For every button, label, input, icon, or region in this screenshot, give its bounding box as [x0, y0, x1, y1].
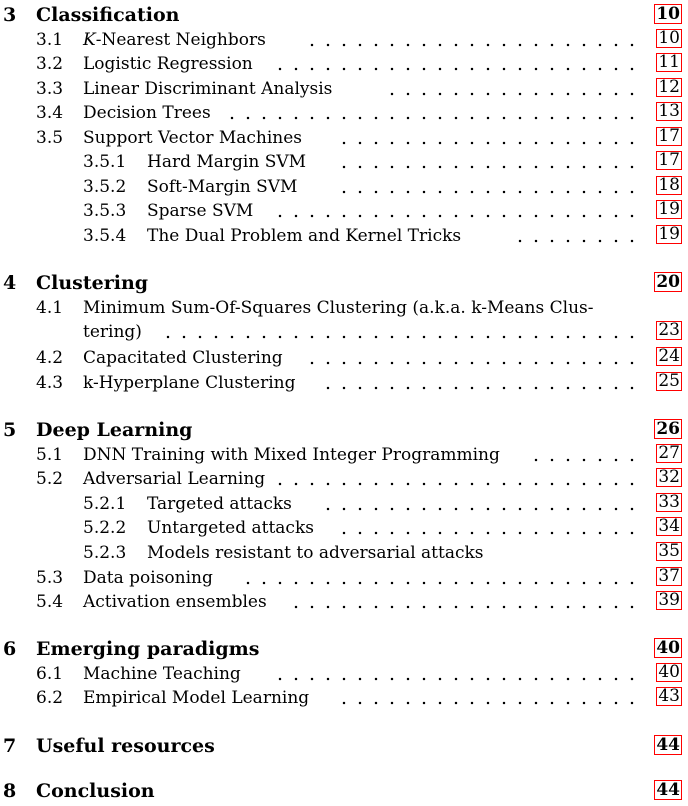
section-number: 6.1: [36, 664, 64, 684]
subsection-title[interactable]: Targeted attacks: [147, 494, 292, 514]
page-link[interactable]: 44: [656, 780, 680, 800]
page-link[interactable]: 40: [656, 638, 680, 658]
leader-dots: [156, 320, 640, 344]
page-link[interactable]: 12: [658, 77, 680, 97]
section-title[interactable]: Linear Discriminant Analysis: [83, 79, 333, 99]
section-number: 3.3: [36, 79, 64, 99]
page-link[interactable]: 24: [658, 346, 680, 366]
subsection-title[interactable]: Sparse SVM: [147, 201, 254, 221]
toc-section[interactable]: [0, 77, 688, 101]
leader-dots: [268, 662, 640, 686]
section-number: 4.3: [36, 373, 64, 393]
toc-chapter[interactable]: [0, 271, 688, 295]
page-link[interactable]: 17: [658, 150, 680, 170]
section-number: 5.3: [36, 568, 64, 588]
page-link[interactable]: 40: [658, 662, 680, 682]
toc-section[interactable]: [0, 590, 688, 614]
leader-dots: [316, 492, 640, 516]
page-link[interactable]: 10: [656, 4, 680, 24]
leader-dots: [384, 77, 640, 101]
page-link[interactable]: 23: [658, 320, 680, 340]
toc-subsection[interactable]: [0, 516, 688, 540]
toc-chapter[interactable]: [0, 734, 688, 758]
page-link[interactable]: 32: [658, 467, 680, 487]
chapter-number: 3: [3, 4, 17, 26]
section-title[interactable]: Empirical Model Learning: [83, 688, 310, 708]
section-number: 3.1: [36, 30, 64, 50]
toc-chapter[interactable]: [0, 418, 688, 442]
toc-chapter[interactable]: [0, 779, 688, 803]
toc-subsection[interactable]: [0, 175, 688, 199]
section-number: 4.2: [36, 348, 64, 368]
toc-section[interactable]: [0, 566, 688, 590]
leader-dots: [336, 175, 640, 199]
section-title[interactable]: Machine Teaching: [83, 664, 241, 684]
section-number: 3.2: [36, 54, 64, 74]
leader-dots: [220, 101, 640, 125]
section-title[interactable]: Logistic Regression: [83, 54, 253, 74]
leader-dots: [268, 52, 640, 76]
toc-section[interactable]: [0, 686, 688, 710]
page-link[interactable]: 27: [658, 443, 680, 463]
toc-subsection[interactable]: [0, 541, 688, 565]
section-number: 5.2: [36, 469, 64, 489]
subsection-number: 5.2.2: [83, 518, 127, 538]
leader-dots: [300, 346, 640, 370]
page-link[interactable]: 19: [658, 199, 680, 219]
page-link[interactable]: 43: [658, 686, 680, 706]
page-link[interactable]: 10: [658, 28, 680, 48]
section-number: 4.1: [36, 298, 64, 318]
toc-chapter[interactable]: [0, 637, 688, 661]
leader-dots: [336, 516, 640, 540]
section-number: 3.4: [36, 103, 64, 123]
leader-dots: [512, 224, 640, 248]
toc-section[interactable]: [0, 346, 688, 370]
page-link[interactable]: 19: [658, 224, 680, 244]
subsection-number: 3.5.3: [83, 201, 127, 221]
leader-dots: [268, 199, 640, 223]
section-title-continuation[interactable]: tering): [83, 322, 142, 342]
leader-dots: [268, 467, 640, 491]
leader-dots: [336, 126, 640, 150]
subsection-title[interactable]: The Dual Problem and Kernel Tricks: [147, 226, 462, 246]
subsection-title[interactable]: Models resistant to adversarial attacks: [147, 543, 484, 563]
subsection-title[interactable]: Untargeted attacks: [147, 518, 314, 538]
page-link[interactable]: 33: [658, 492, 680, 512]
subsection-number: 3.5.4: [83, 226, 127, 246]
section-title[interactable]: Capacitated Clustering: [83, 348, 283, 368]
subsection-number: 5.2.3: [83, 543, 127, 563]
page-link[interactable]: 20: [656, 272, 680, 292]
leader-dots: [236, 566, 640, 590]
toc-chapter[interactable]: [0, 3, 688, 27]
chapter-number: 6: [3, 638, 17, 660]
section-title[interactable]: k-Hyperplane Clustering: [83, 373, 296, 393]
subsection-number: 3.5.1: [83, 152, 127, 172]
toc-section[interactable]: [0, 371, 688, 395]
section-title[interactable]: Minimum Sum-Of-Squares Clustering (a.k.a. k-Means Clus-: [83, 298, 594, 318]
chapter-number: 5: [3, 419, 17, 441]
page-link[interactable]: 44: [656, 735, 680, 755]
page-link[interactable]: 34: [658, 516, 680, 536]
page-link[interactable]: 39: [658, 590, 680, 610]
subsection-title[interactable]: Hard Margin SVM: [147, 152, 307, 172]
subsection-title[interactable]: Soft-Margin SVM: [147, 177, 298, 197]
page-link[interactable]: 26: [656, 419, 680, 439]
toc-section[interactable]: [0, 296, 688, 344]
page-link[interactable]: 37: [658, 566, 680, 586]
toc-section[interactable]: [0, 662, 688, 686]
leader-dots: [528, 443, 640, 467]
chapter-title[interactable]: Clustering: [36, 272, 149, 294]
page-link[interactable]: 17: [658, 126, 680, 146]
toc-subsection[interactable]: [0, 492, 688, 516]
section-title[interactable]: [83, 28, 266, 52]
section-title[interactable]: Activation ensembles: [83, 592, 267, 612]
section-number: 5.1: [36, 445, 64, 465]
section-number: 6.2: [36, 688, 64, 708]
page-link[interactable]: 18: [658, 175, 680, 195]
section-title[interactable]: Support Vector Machines: [83, 128, 303, 148]
page-link[interactable]: 11: [658, 52, 680, 72]
page-link[interactable]: 35: [658, 541, 680, 561]
leader-dots: [284, 590, 640, 614]
toc-section[interactable]: [0, 52, 688, 76]
section-number: 5.4: [36, 592, 64, 612]
chapter-number: 7: [3, 735, 17, 757]
leader-dots: [316, 371, 640, 395]
page-link[interactable]: 13: [658, 101, 680, 121]
chapter-title[interactable]: Emerging paradigms: [36, 638, 260, 660]
chapter-title[interactable]: Useful resources: [36, 735, 215, 757]
leader-dots: [336, 150, 640, 174]
toc-section[interactable]: [0, 28, 688, 52]
chapter-number: 4: [3, 272, 17, 294]
subsection-number: 5.2.1: [83, 494, 127, 514]
section-title[interactable]: Data poisoning: [83, 568, 213, 588]
section-title[interactable]: Decision Trees: [83, 103, 211, 123]
toc-section[interactable]: [0, 126, 688, 150]
toc-section[interactable]: [0, 443, 688, 467]
chapter-title[interactable]: Classification: [36, 4, 180, 26]
section-number: 3.5: [36, 128, 64, 148]
page-link[interactable]: 25: [658, 371, 680, 391]
section-title-text: -Nearest Neighbors: [95, 30, 266, 50]
toc-subsection[interactable]: [0, 150, 688, 174]
toc-section[interactable]: [0, 467, 688, 491]
toc-subsection[interactable]: [0, 199, 688, 223]
toc-section[interactable]: [0, 101, 688, 125]
chapter-title[interactable]: Conclusion: [36, 780, 155, 802]
chapter-number: 8: [3, 780, 17, 802]
chapter-title[interactable]: Deep Learning: [36, 419, 193, 441]
section-title[interactable]: Adversarial Learning: [83, 469, 266, 489]
section-title-variable: K: [83, 30, 96, 50]
section-title[interactable]: DNN Training with Mixed Integer Programming: [83, 445, 500, 465]
leader-dots: [336, 686, 640, 710]
toc-subsection[interactable]: [0, 224, 688, 248]
subsection-number: 3.5.2: [83, 177, 127, 197]
leader-dots: [300, 28, 640, 52]
